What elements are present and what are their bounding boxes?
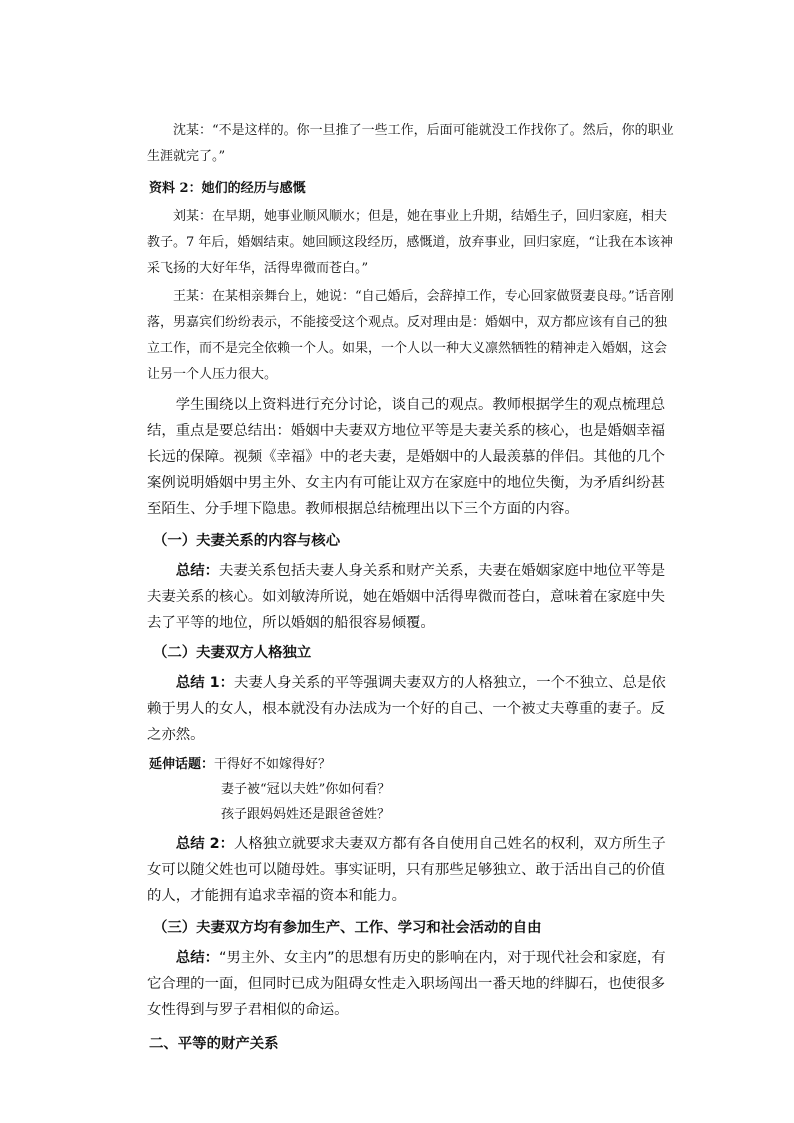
paragraph-text: 在某相亲舞台上，她说：“自己婚后，会辞掉工作，专心回家做贤妻良母。”话音刚落，男嘉宾们纷纷表示，不能接受这个观点。反对理由是：婚姻中，双方都应该有自己的独立工作，而不是完全依赖一个人。如果，一个人以一种大义凛然牺牲的精神走入婚姻，这会让另一个人压力很大。 — [147, 289, 674, 382]
extension-topic-line — [147, 752, 675, 777]
section-heading: （一）夫妻关系的内容与核心 — [153, 533, 341, 549]
summary-text: 夫妻关系包括夫妻人身关系和财产关系，夫妻在婚姻家庭中地位平等是夫妻关系的核心。如刘敏涛所说，她在婚姻中活得卑微而苍白，意味着在家庭中失去了平等的地位，所以婚姻的船很容易倾覆。 — [147, 563, 666, 631]
section-heading: （二）夫妻双方人格独立 — [153, 645, 312, 661]
summary-paragraph — [147, 831, 675, 909]
summary-label: 总结 1： — [175, 675, 234, 691]
summary-label: 总结： — [175, 563, 219, 579]
main-heading: 二、平等的财产关系 — [149, 1036, 279, 1052]
summary-label: 总结 2： — [175, 836, 234, 852]
extension-topic: 干得好不如嫁得好？ — [214, 757, 332, 772]
extension-label: 延伸话题： — [149, 757, 215, 772]
speaker-name: 沈某： — [173, 123, 213, 138]
paragraph-wang — [147, 284, 675, 388]
text-column — [147, 118, 675, 1057]
summary-text: 人格独立就要求夫妻双方都有各自使用自己姓名的权利，双方所生子女可以随父姓也可以随母姓。事实证明，只有那些足够独立、敢于活出自己的价值的人，才能拥有追求幸福的资本和能力。 — [147, 836, 666, 904]
section-heading: （三）夫妻双方均有参加生产、工作、学习和社会活动的自由 — [153, 920, 542, 936]
summary-paragraph — [147, 558, 675, 636]
quote-text: “不是这样的。你一旦推了一些工作，后面可能就没工作找你了。然后，你的职业生涯就完了。” — [147, 123, 674, 164]
speaker-name: 王某： — [173, 289, 213, 304]
summary-paragraph — [147, 945, 675, 1023]
extension-topic: 妻子被“冠以夫姓”你如何看？ — [221, 782, 391, 797]
summary-paragraph — [147, 670, 675, 748]
paragraph-text: 在早期，她事业顺风顺水；但是，她在事业上升期，结婚生子，回归家庭，相夫教子。7 年后，婚姻结束。她回顾这段经历，感慨道，放弃事业，回归家庭，“让我在本该神采飞扬的大好年华，活得卑微而苍白。” — [147, 209, 674, 276]
summary-label: 总结： — [175, 950, 219, 966]
quote-shen — [147, 118, 675, 170]
material-title: 资料 2：她们的经历与感慨 — [149, 181, 306, 196]
paragraph-liu — [147, 204, 675, 282]
summary-text: 夫妻人身关系的平等强调夫妻双方的人格独立，一个不独立、总是依赖于男人的女人，根本就没有办法成为一个好的自己、一个被丈夫尊重的妻子。反之亦然。 — [147, 675, 666, 743]
extension-topic: 孩子跟妈妈姓还是跟爸爸姓？ — [221, 807, 391, 822]
discussion-paragraph: 学生围绕以上资料进行充分讨论，谈自己的观点。教师根据学生的观点梳理总结，重点是要总结出：婚姻中夫妻双方地位平等是夫妻关系的核心，也是婚姻幸福长远的保障。视频《幸福》中的老夫妻，是婚姻中的人最羡慕的伴侣。其他的几个案例说明婚姻中男主外、女主内有可能让双方在家庭中的地位失衡，为矛盾纠纷甚至陌生、分手埋下隐患。教师根据总结梳理出以下三个方面的内容。 — [147, 397, 666, 517]
speaker-name: 刘某： — [173, 209, 213, 224]
summary-text: “男主外、女主内”的思想有历史的影响在内，对于现代社会和家庭，有它合理的一面，但同时已成为阻碍女性走入职场闯出一番天地的绊脚石，也使很多女性得到与罗子君相似的命运。 — [147, 950, 666, 1018]
